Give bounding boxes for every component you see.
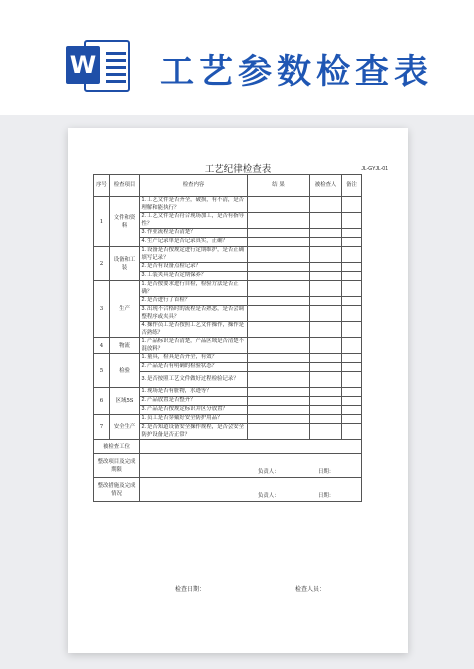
check-content: [140, 415, 248, 424]
check-content: [140, 388, 248, 397]
remark-cell[interactable]: [342, 424, 362, 440]
check-item-name: 区域5S: [110, 388, 140, 415]
item-number: 2.: [141, 424, 146, 431]
item-number: 1.: [141, 247, 146, 254]
remark-cell[interactable]: [342, 263, 362, 272]
inspected-cell[interactable]: [310, 338, 342, 354]
check-content: [140, 354, 248, 363]
check-item-name: 安全生产: [110, 415, 140, 440]
inspected-cell[interactable]: [310, 213, 342, 229]
item-text: 作业流程是否清楚？: [147, 229, 196, 236]
item-text: 工装夹具是否定期保养？: [147, 272, 207, 279]
inspected-cell[interactable]: [310, 272, 342, 281]
remark-cell[interactable]: [342, 213, 362, 229]
item-text: 是否进行了首检？: [147, 297, 191, 304]
result-cell[interactable]: [248, 397, 310, 406]
inspected-cell[interactable]: [310, 197, 342, 213]
row-number: 7: [94, 415, 110, 440]
check-content: [140, 263, 248, 272]
document-code: JL-GYJL-01: [361, 166, 388, 172]
header-item: 检查项目: [110, 175, 140, 197]
footer-row: [94, 478, 362, 502]
remark-cell[interactable]: [342, 388, 362, 397]
footer-fill-area[interactable]: [140, 440, 362, 454]
responsible-person-label: 负责人：: [258, 493, 280, 499]
item-number: 3.: [141, 272, 146, 279]
result-cell[interactable]: [248, 197, 310, 213]
remark-cell[interactable]: [342, 238, 362, 247]
item-number: 1.: [141, 415, 146, 422]
check-content: [140, 213, 248, 229]
remark-cell[interactable]: [342, 297, 362, 306]
remark-cell[interactable]: [342, 229, 362, 238]
responsible-person-label: 负责人：: [258, 469, 280, 475]
banner: [0, 0, 474, 115]
footer-fill-area[interactable]: [140, 454, 362, 478]
item-text: 设备是否按规定进行定期维护，是否正确填写记录？: [141, 247, 245, 261]
result-cell[interactable]: [248, 272, 310, 281]
remark-cell[interactable]: [342, 338, 362, 354]
inspected-cell[interactable]: [310, 388, 342, 397]
table-row: [94, 338, 362, 354]
remark-cell[interactable]: [342, 197, 362, 213]
check-content: [140, 229, 248, 238]
header-no: 序号: [94, 175, 110, 197]
item-text: 产品是否有明确的检验状态？: [147, 363, 218, 370]
check-content: [140, 322, 248, 338]
item-number: 1.: [141, 388, 146, 395]
check-content: [140, 281, 248, 297]
row-number: 1: [94, 197, 110, 247]
item-number: 3.: [141, 306, 146, 313]
check-content: [140, 397, 248, 406]
result-cell[interactable]: [248, 247, 310, 263]
footer-row: [94, 454, 362, 478]
header-remark: 备注: [342, 175, 362, 197]
check-content: [140, 297, 248, 306]
check-item-name: 文件和资料: [110, 197, 140, 247]
table-row: [94, 247, 362, 263]
date-label: 日期：: [318, 493, 335, 499]
item-number: 1.: [141, 281, 146, 288]
remark-cell[interactable]: [342, 363, 362, 372]
inspected-cell[interactable]: [310, 229, 342, 238]
item-number: 3.: [141, 229, 146, 236]
word-letter: W: [66, 46, 100, 84]
footer-row: [94, 440, 362, 454]
check-content: [140, 372, 248, 388]
inspector-label: 检查人员：: [295, 586, 326, 593]
inspection-table: [93, 174, 362, 502]
inspected-cell[interactable]: [310, 306, 342, 322]
item-text: 量具，检具是否齐全，有效？: [147, 354, 218, 361]
result-cell[interactable]: [248, 306, 310, 322]
table-row: [94, 388, 362, 397]
document-page: [68, 128, 408, 653]
inspected-cell[interactable]: [310, 406, 342, 415]
check-item-name: 检验: [110, 354, 140, 388]
inspected-cell[interactable]: [310, 397, 342, 406]
item-text: 产品放置是否整齐？: [147, 397, 196, 404]
footer-label: 被检查工位: [94, 440, 140, 454]
inspected-cell[interactable]: [310, 281, 342, 297]
result-cell[interactable]: [248, 338, 310, 354]
row-number: 3: [94, 281, 110, 338]
result-cell[interactable]: [248, 406, 310, 415]
header-content: 检查内容: [140, 175, 248, 197]
result-cell[interactable]: [248, 424, 310, 440]
inspected-cell[interactable]: [310, 372, 342, 388]
item-number: 4.: [141, 322, 146, 329]
item-text: 出现不合格时的流程是否熟悉，是否会调整程序或夹具？: [141, 306, 245, 320]
result-cell[interactable]: [248, 372, 310, 388]
row-number: 4: [94, 338, 110, 354]
item-text: 是否按要求进行自检，检验方法是否正确？: [141, 281, 239, 295]
result-cell[interactable]: [248, 238, 310, 247]
check-item-name: 物流: [110, 338, 140, 354]
item-number: 2.: [141, 397, 146, 404]
item-number: 1.: [141, 354, 146, 361]
inspected-cell[interactable]: [310, 415, 342, 424]
inspected-cell[interactable]: [310, 363, 342, 372]
check-content: [140, 247, 248, 263]
inspection-date-label: 检查日期：: [175, 586, 206, 593]
item-number: 1.: [141, 197, 146, 204]
header-inspected: 被检查人: [310, 175, 342, 197]
date-label: 日期：: [318, 469, 335, 475]
check-content: [140, 238, 248, 247]
inspected-cell[interactable]: [310, 354, 342, 363]
footer-label: 整改措施及完成情况: [94, 478, 140, 502]
item-text: 操作员工是否按照工艺文件操作，操作是否熟练？: [141, 322, 245, 336]
check-content: [140, 338, 248, 354]
item-text: 员工是否穿戴好安全防护用品？: [147, 415, 223, 422]
result-cell[interactable]: [248, 281, 310, 297]
row-number: 5: [94, 354, 110, 388]
result-cell[interactable]: [248, 354, 310, 363]
inspected-cell[interactable]: [310, 247, 342, 263]
check-content: [140, 197, 248, 213]
check-item-name: 设备和工装: [110, 247, 140, 281]
inspected-cell[interactable]: [310, 238, 342, 247]
item-number: 2.: [141, 213, 146, 220]
check-content: [140, 424, 248, 440]
item-text: 工艺文件是否符合现场加工，是否有指导性？: [141, 213, 245, 227]
row-number: 6: [94, 388, 110, 415]
inspected-cell[interactable]: [310, 297, 342, 306]
remark-cell[interactable]: [342, 397, 362, 406]
result-cell[interactable]: [248, 297, 310, 306]
result-cell[interactable]: [248, 229, 310, 238]
remark-cell[interactable]: [342, 406, 362, 415]
item-text: 是否知道设备安全操作规程，是否会安全防护设备是否正常？: [141, 424, 245, 438]
footer-fill-area[interactable]: [140, 478, 362, 502]
inspected-cell[interactable]: [310, 424, 342, 440]
check-content: [140, 306, 248, 322]
item-text: 是否有设备点检记录？: [147, 263, 201, 270]
banner-title: 工艺参数检查表: [160, 52, 433, 92]
remark-cell[interactable]: [342, 322, 362, 338]
item-text: 产品标识是否清楚，产品区域是否清楚不混放料？: [141, 338, 245, 352]
table-row: [94, 415, 362, 424]
check-content: [140, 406, 248, 415]
table-row: [94, 281, 362, 297]
item-text: 是否按照工艺文件做好过程检验记录？: [147, 375, 239, 382]
check-item-name: 生产: [110, 281, 140, 338]
result-cell[interactable]: [248, 388, 310, 397]
check-content: [140, 363, 248, 372]
result-cell[interactable]: [248, 263, 310, 272]
result-cell[interactable]: [248, 213, 310, 229]
remark-cell[interactable]: [342, 372, 362, 388]
item-text: 生产记录单是否记录真实，正确？: [147, 238, 228, 245]
result-cell[interactable]: [248, 415, 310, 424]
row-number: 2: [94, 247, 110, 281]
inspected-cell[interactable]: [310, 322, 342, 338]
remark-cell[interactable]: [342, 354, 362, 363]
footer-label: 整改项目及完成期限: [94, 454, 140, 478]
remark-cell[interactable]: [342, 272, 362, 281]
item-text: 现场是否有脏物，水迹等？: [147, 388, 212, 395]
item-number: 3.: [141, 375, 146, 382]
item-text: 工艺文件是否齐全，破损，有不清，是否理解和能执行？: [141, 197, 245, 211]
item-number: 3.: [141, 406, 146, 413]
remark-cell[interactable]: [342, 415, 362, 424]
remark-cell[interactable]: [342, 306, 362, 322]
remark-cell[interactable]: [342, 281, 362, 297]
item-text: 产品是否按规定标识并区分放置？: [147, 406, 228, 413]
item-number: 2.: [141, 263, 146, 270]
result-cell[interactable]: [248, 363, 310, 372]
header-result: 结 果: [248, 175, 310, 197]
table-row: [94, 354, 362, 363]
document-title: 工艺纪律检查表: [204, 164, 272, 175]
item-number: 2.: [141, 363, 146, 370]
remark-cell[interactable]: [342, 247, 362, 263]
item-number: 2.: [141, 297, 146, 304]
check-content: [140, 272, 248, 281]
result-cell[interactable]: [248, 322, 310, 338]
item-number: 1.: [141, 338, 146, 345]
word-icon: [66, 38, 132, 94]
table-row: [94, 197, 362, 213]
item-number: 4.: [141, 238, 146, 245]
inspected-cell[interactable]: [310, 263, 342, 272]
